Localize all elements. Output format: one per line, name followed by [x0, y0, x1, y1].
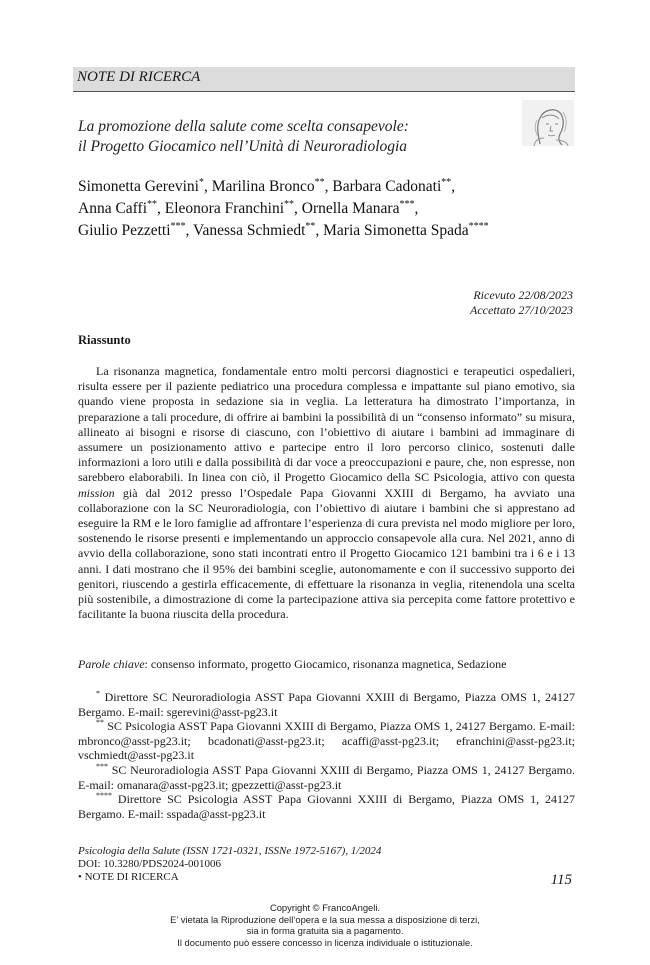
section-footer: • NOTE DI RICERCA	[78, 871, 179, 883]
journal-info	[78, 845, 381, 884]
author-list	[78, 176, 578, 242]
keywords	[78, 657, 575, 672]
author	[323, 222, 489, 239]
author-name: Eleonora Franchini	[164, 200, 285, 217]
journal-citation: Psicologia della Salute (ISSN 1721-0321, ISSNe 1972-5167), 1/2024	[78, 845, 382, 857]
title-line-2: il Progetto Giocamico nell’Unità di Neuroradiologia	[78, 138, 408, 155]
footnote-text: SC Neuroradiologia ASST Papa Giovanni XXIII di Bergamo, Piazza OMS 1, 24127 Bergamo. E-mail: omanara@asst-pg23.it; gpezzetti@asst-pg23.it	[78, 762, 575, 792]
accepted-date: Accettato 27/10/2023	[470, 303, 573, 317]
sketch-portrait-icon	[522, 100, 574, 146]
author-affiliation-mark: **	[284, 198, 295, 210]
article-title	[78, 117, 498, 157]
section-label: NOTE DI RICERCA	[77, 69, 201, 85]
copyright-line: Il documento può essere concesso in licenza individuale o istituzionale.	[177, 936, 473, 948]
author	[212, 178, 333, 195]
author	[193, 222, 323, 239]
author-affiliation-mark: ***	[399, 198, 415, 210]
author-separator: ,	[203, 178, 212, 195]
footnote-text: SC Psicologia ASST Papa Giovanni XXIII di Bergamo, Piazza OMS 1, 24127 Bergamo. E-mail: mbronco@asst-pg23.it; bcadonati@asst-pg23.it; acaffi@asst-pg23.it; efranchini@asst-pg23.it; vschmiedt@asst-pg23.it	[78, 719, 575, 763]
author-separator: ,	[414, 200, 419, 217]
author-name: Ornella Manara	[301, 200, 400, 217]
abstract-text-part-2: già dal 2012 presso l’Ospedale Papa Giovanni XXIII di Bergamo, ha avviato una collaborazione con la SC Neuroradiologia, con l’obiettivo di aiutare i bambini che si apprestano ad eseguire la RM e le loro famiglie ad affrontare l’esperienza di cura prevista nel modo migliore per loro, sostenendo le risorse presenti e implementando un approccio consapevole alla cura. Nel 2021, anno di avvio della collaborazione, sono stati incontrati entro il Progetto Giocamico 121 bambini tra i 6 e i 13 anni. I dati mostrano che il 95% dei bambini sceglie, autonomamente e con il successivo supporto dei genitori, riuscendo a gestirla efficacemente, di effettuare la risonanza in veglia, ritenendola una scelta più sostenibile, a dimostrazione di come la partecipazione attiva sia percepita come fattore protettivo e facilitante la buona riuscita della procedura.	[78, 485, 576, 622]
author-affiliation-mark: **	[147, 198, 158, 210]
abstract-heading: Riassunto	[78, 333, 131, 347]
author	[78, 222, 193, 239]
author-name: Simonetta Gerevini	[78, 178, 199, 195]
author-separator: ,	[185, 222, 194, 239]
copyright-line: sia in forma gratuita sia a pagamento.	[246, 925, 404, 936]
abstract-body	[78, 364, 575, 622]
footnote-mark: *	[96, 689, 100, 698]
footnote-mark: ***	[96, 761, 108, 771]
author-affiliation-mark: ****	[468, 220, 489, 232]
footnotes	[78, 690, 575, 821]
copyright-notice	[0, 902, 650, 948]
footnote	[78, 719, 575, 763]
author	[332, 178, 455, 195]
author	[78, 178, 212, 195]
author-affiliation-mark: **	[305, 220, 316, 232]
keywords-text: : consenso informato, progetto Giocamico, risonanza magnetica, Sedazione	[144, 657, 507, 671]
author-affiliation-mark: ***	[170, 220, 186, 232]
author-affiliation-mark: *	[198, 176, 204, 188]
author-affiliation-mark: **	[314, 176, 325, 188]
footnote-mark: **	[96, 718, 104, 728]
author	[78, 200, 165, 217]
author-name: Barbara Cadonati	[332, 178, 442, 195]
author-name: Vanessa Schmiedt	[193, 222, 306, 239]
author-separator: ,	[294, 200, 302, 217]
footnote	[78, 792, 575, 821]
footnote-mark: ****	[96, 791, 112, 801]
author	[302, 200, 419, 217]
footnote-text: Direttore SC Neuroradiologia ASST Papa Giovanni XXIII di Bergamo, Piazza OMS 1, 24127 Bergamo. E-mail: sgerevini@asst-pg23.it	[78, 690, 575, 719]
copyright-line: Copyright © FrancoAngeli.	[269, 902, 381, 913]
abstract-text-part-1: La risonanza magnetica, fondamentale entro molti percorsi diagnostici e terapeutici ospedalieri, risulta essere per il paziente pediatrico una procedura complessa e impattante sul piano emotivo, sia quando viene proposta in sedazione sia in veglia. La letteratura ha dimostrato l’importanza, in preparazione a tali procedure, di offrire ai bambini la possibilità di un “consenso informato” su misura, allineato ai bisogni e risorse di ciascuno, con l’obiettivo di aiutare i bambini ad immaginare di assumere un posizionamento attivo e partecipe entro il loro percorso clinico, sostenuti dalle informazioni a loro utili e dalla possibilità di dar voce a preoccupazioni e paure, che, non espresse, non sarebbero elaborabili. In linea con ciò, il Progetto Giocamico della SC Psicologia, attivo con questa	[78, 364, 575, 485]
author-separator: ,	[324, 178, 333, 195]
author-name: Maria Simonetta Spada	[323, 222, 469, 239]
author	[165, 200, 302, 217]
submission-dates	[470, 288, 573, 318]
received-date: Ricevuto 22/08/2023	[473, 288, 573, 302]
copyright-line: E’ vietata la Riproduzione dell’opera e la sua messa a disposizione di terzi,	[170, 913, 480, 925]
footnote	[78, 763, 575, 792]
title-line-1: La promozione della salute come scelta consapevole:	[78, 118, 409, 135]
page-number: 115	[550, 872, 572, 888]
author-separator: ,	[451, 178, 456, 195]
author-affiliation-mark: **	[441, 176, 452, 188]
abstract-italic-term: mission	[78, 485, 115, 500]
author-name: Marilina Bronco	[211, 178, 315, 195]
footnote-text: Direttore SC Psicologia ASST Papa Giovanni XXIII di Bergamo, Piazza OMS 1, 24127 Bergamo. E-mail: sspada@asst-pg23.it	[78, 792, 575, 821]
author-name: Giulio Pezzetti	[78, 222, 171, 239]
footnote	[78, 690, 575, 719]
author-separator: ,	[157, 200, 165, 217]
section-header-bar	[73, 67, 575, 92]
author-separator: ,	[315, 222, 324, 239]
author-name: Anna Caffi	[78, 200, 148, 217]
keywords-label: Parole chiave	[78, 657, 145, 671]
doi: DOI: 10.3280/PDS2024-001006	[78, 858, 222, 870]
